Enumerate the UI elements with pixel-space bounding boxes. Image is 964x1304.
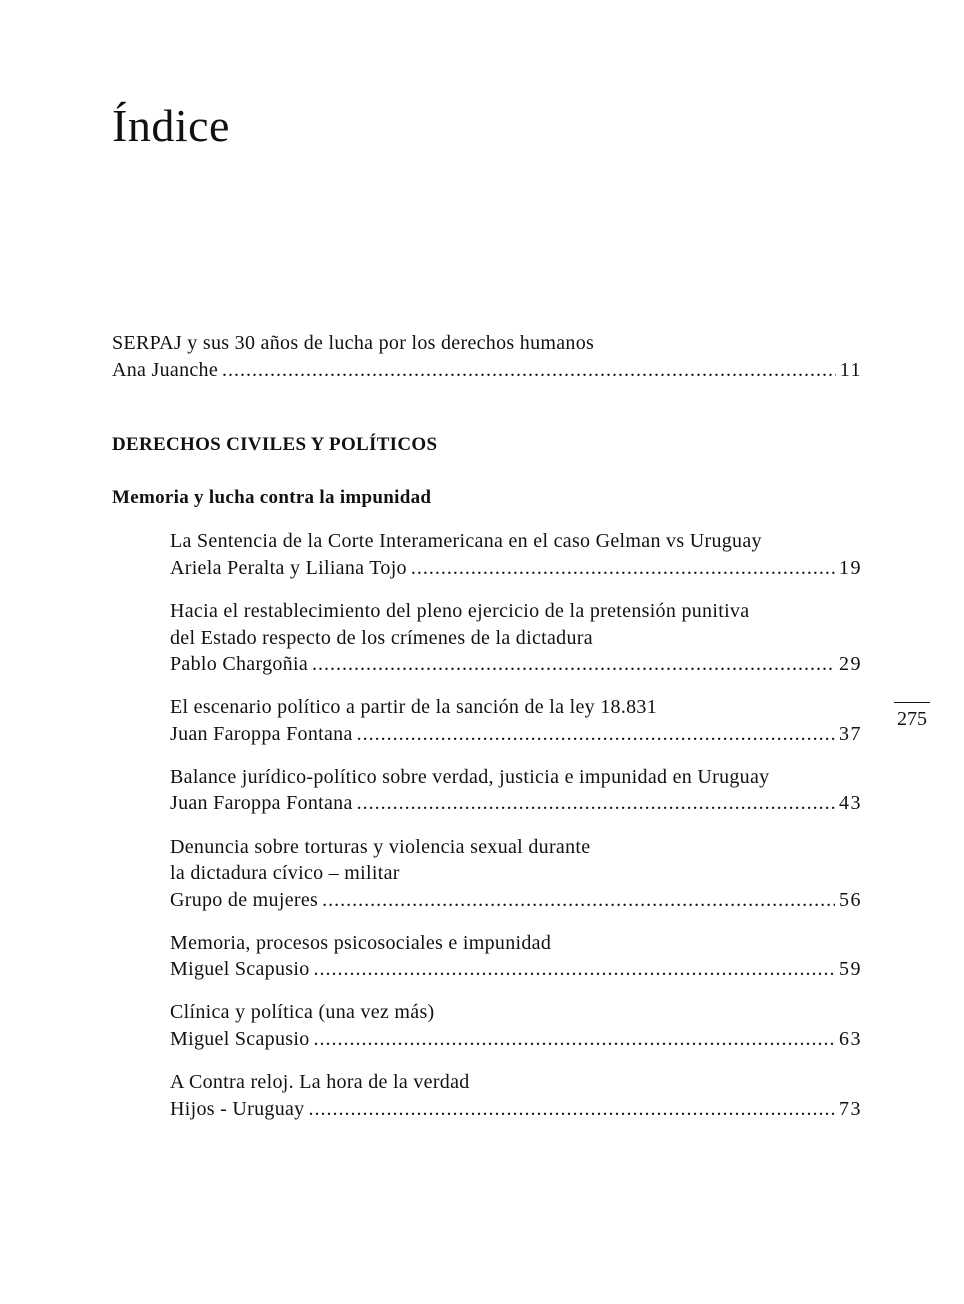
- toc-entry-title-continued: la dictadura cívico – militar: [170, 862, 400, 884]
- toc-entry-page: 63: [839, 1028, 862, 1050]
- toc-entry-page: 56: [839, 889, 862, 911]
- toc-entry-title: La Sentencia de la Corte Interamericana en el caso Gelman vs Uruguay: [170, 530, 762, 552]
- toc-entry-title: Hacia el restablecimiento del pleno ejercicio de la pretensión punitiva: [170, 600, 750, 622]
- toc-entry-page: 11: [839, 359, 862, 381]
- toc-entry-title-continued: del Estado respecto de los crímenes de la dictadura: [170, 627, 593, 649]
- toc-entry-title: Clínica y política (una vez más): [170, 1001, 435, 1023]
- toc-entry-page: 29: [839, 653, 862, 675]
- section-heading: DERECHOS CIVILES Y POLÍTICOS: [112, 434, 438, 455]
- toc-entry-author: Ana Juanche: [112, 359, 219, 381]
- subsection-heading: Memoria y lucha contra la impunidad: [112, 487, 432, 508]
- toc-entry-author: Juan Faroppa Fontana: [170, 792, 353, 814]
- page-title: Índice: [112, 100, 230, 151]
- dot-leader: [357, 790, 835, 816]
- dot-leader: [308, 1096, 835, 1122]
- toc-entry-title: Denuncia sobre torturas y violencia sexual durante: [170, 836, 591, 858]
- toc-entry-page: 59: [839, 958, 862, 980]
- page-number: 275: [894, 702, 930, 733]
- dot-leader: [411, 555, 835, 581]
- toc-entry-author-line: [112, 357, 862, 383]
- toc-entry-title: El escenario político a partir de la sanción de la ley 18.831: [170, 696, 658, 718]
- toc-entry-author-line: [170, 956, 862, 982]
- toc-entry-title: A Contra reloj. La hora de la verdad: [170, 1071, 470, 1093]
- toc-entry-author-line: [170, 721, 862, 747]
- toc-entry-author-line: [170, 790, 862, 816]
- toc-entry-author: Hijos - Uruguay: [170, 1098, 305, 1120]
- toc-entry-title: Memoria, procesos psicosociales e impunidad: [170, 932, 552, 954]
- toc-entry-author: Juan Faroppa Fontana: [170, 723, 353, 745]
- dot-leader: [222, 357, 836, 383]
- toc-entry-author: Miguel Scapusio: [170, 958, 310, 980]
- toc-entry-page: 43: [839, 792, 862, 814]
- toc-entry-author: Miguel Scapusio: [170, 1028, 310, 1050]
- toc-entry-author-line: [170, 1096, 862, 1122]
- toc-entry-author-line: [170, 651, 862, 677]
- toc-entry-author: Pablo Chargoñia: [170, 653, 309, 675]
- dot-leader: [312, 651, 835, 677]
- dot-leader: [322, 887, 835, 913]
- toc-entry-author-line: [170, 887, 862, 913]
- toc-entry-title: Balance jurídico-político sobre verdad, justicia e impunidad en Uruguay: [170, 766, 770, 788]
- toc-entry-title: SERPAJ y sus 30 años de lucha por los derechos humanos: [112, 332, 595, 354]
- toc-entry-page: 73: [839, 1098, 862, 1120]
- dot-leader: [357, 721, 835, 747]
- toc-entry-author: Grupo de mujeres: [170, 889, 319, 911]
- toc-entry-page: 19: [839, 557, 862, 579]
- dot-leader: [314, 1026, 836, 1052]
- toc-entry-author-line: [170, 555, 862, 581]
- toc-entry-author: Ariela Peralta y Liliana Tojo: [170, 557, 407, 579]
- toc-entry-author-line: [170, 1026, 862, 1052]
- toc-entry-page: 37: [839, 723, 862, 745]
- dot-leader: [314, 956, 836, 982]
